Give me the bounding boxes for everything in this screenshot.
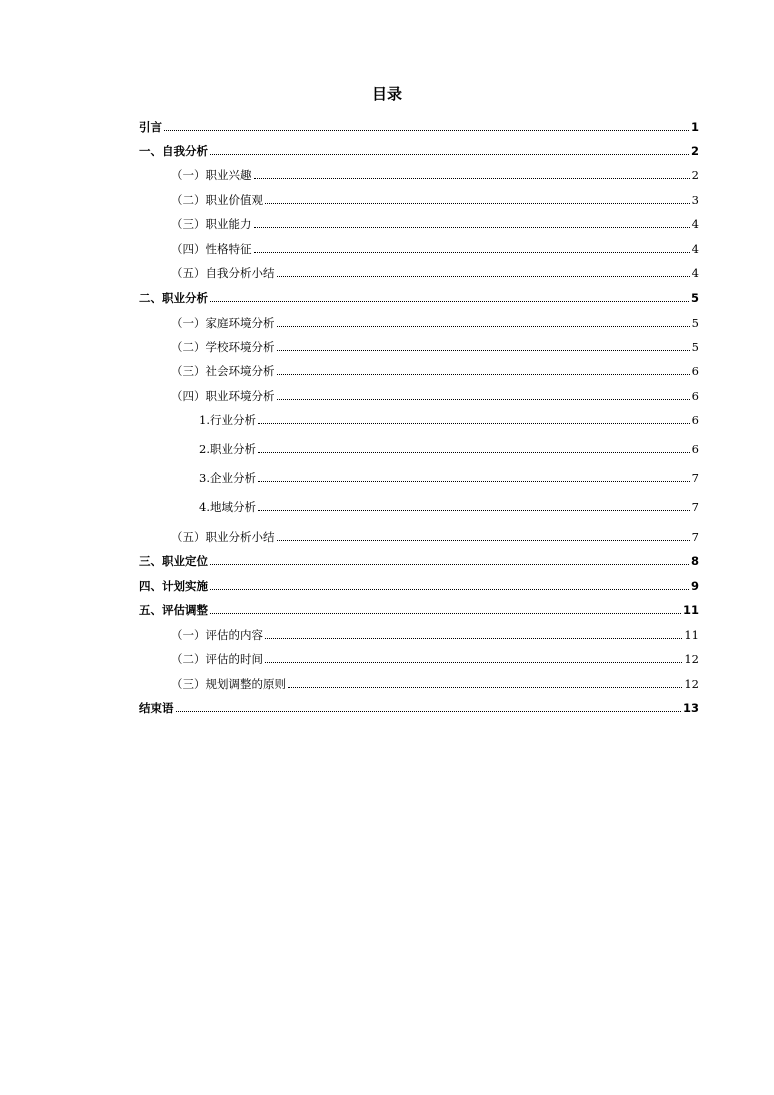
- toc-entry-page: 5: [690, 291, 699, 305]
- toc-entry-label: 引言: [139, 120, 162, 134]
- toc-entry-label: 三、职业定位: [139, 554, 208, 568]
- toc-entry[interactable]: [199, 439, 699, 457]
- toc-entry[interactable]: [139, 600, 699, 618]
- toc-entry-label: 结束语: [139, 701, 174, 715]
- toc-entry-label: （二）评估的时间: [171, 652, 263, 666]
- toc-entry-page: 1: [690, 120, 699, 134]
- dot-leader: [265, 638, 682, 639]
- toc-entry-label: 二、职业分析: [139, 291, 208, 305]
- toc-entry[interactable]: [139, 141, 699, 159]
- toc-entry[interactable]: [171, 674, 699, 692]
- toc-entry-page: 11: [684, 628, 699, 642]
- toc-entry[interactable]: [139, 288, 699, 306]
- dot-leader: [210, 301, 689, 302]
- toc-entry-page: 4: [691, 242, 699, 256]
- toc-entry-label: （二）职业价值观: [171, 193, 263, 207]
- toc-entry[interactable]: [199, 410, 699, 428]
- toc-entry[interactable]: [171, 313, 699, 331]
- page-title: 目录: [371, 85, 402, 103]
- toc-entry[interactable]: [171, 190, 699, 208]
- toc-entry-page: 6: [691, 364, 699, 378]
- dot-leader: [277, 374, 690, 375]
- toc-entry-label: 五、评估调整: [139, 603, 208, 617]
- toc-entry-label: （三）规划调整的原则: [171, 677, 286, 691]
- toc-entry[interactable]: [139, 551, 699, 569]
- dot-leader: [258, 510, 690, 511]
- toc-entry-label: 2.职业分析: [199, 442, 256, 456]
- toc-entry-page: 5: [691, 316, 699, 330]
- toc-entry-label: （二）学校环境分析: [171, 340, 275, 354]
- toc-entry-label: 4.地域分析: [199, 500, 256, 514]
- toc-entry-page: 6: [691, 442, 699, 456]
- toc-entry[interactable]: [199, 497, 699, 515]
- toc-entry-page: 13: [682, 701, 699, 715]
- dot-leader: [254, 178, 690, 179]
- toc-entry-label: （四）性格特征: [171, 242, 252, 256]
- dot-leader: [258, 452, 690, 453]
- dot-leader: [210, 589, 689, 590]
- toc-entry-label: 3.企业分析: [199, 471, 256, 485]
- toc-entry[interactable]: [171, 361, 699, 379]
- toc-entry[interactable]: [171, 625, 699, 643]
- toc-entry-page: 2: [690, 144, 699, 158]
- toc-entry-label: 四、计划实施: [139, 579, 208, 593]
- toc-entry-label: （四）职业环境分析: [171, 389, 275, 403]
- toc-entry-page: 8: [690, 554, 699, 568]
- toc-entry-page: 7: [691, 500, 699, 514]
- toc-entry[interactable]: [171, 214, 699, 232]
- dot-leader: [164, 130, 689, 131]
- toc-entry-label: 1.行业分析: [199, 413, 256, 427]
- toc-entry-page: 4: [691, 266, 699, 280]
- dot-leader: [176, 711, 681, 712]
- dot-leader: [210, 613, 681, 614]
- toc-entry[interactable]: [171, 165, 699, 183]
- toc-entry-label: （三）职业能力: [171, 217, 252, 231]
- dot-leader: [254, 227, 690, 228]
- dot-leader: [277, 326, 690, 327]
- toc-entry-label: 一、自我分析: [139, 144, 208, 158]
- toc-entry-label: （三）社会环境分析: [171, 364, 275, 378]
- dot-leader: [254, 252, 690, 253]
- dot-leader: [265, 203, 690, 204]
- toc-entry[interactable]: [171, 649, 699, 667]
- dot-leader: [258, 481, 690, 482]
- toc-entry-page: 7: [691, 471, 699, 485]
- toc-entry-label: （一）家庭环境分析: [171, 316, 275, 330]
- toc-entry[interactable]: [171, 337, 699, 355]
- toc-entry[interactable]: [171, 239, 699, 257]
- toc-entry-page: 11: [682, 603, 699, 617]
- toc-entry-page: 3: [691, 193, 699, 207]
- toc-entry-page: 6: [691, 413, 699, 427]
- toc-entry-page: 4: [691, 217, 699, 231]
- dot-leader: [265, 662, 682, 663]
- dot-leader: [210, 564, 689, 565]
- toc-entry-label: （一）职业兴趣: [171, 168, 252, 182]
- dot-leader: [277, 540, 690, 541]
- toc-entry-page: 2: [691, 168, 699, 182]
- toc-entry[interactable]: [171, 263, 699, 281]
- toc-entry[interactable]: [139, 698, 699, 716]
- toc-entry-label: （五）自我分析小结: [171, 266, 275, 280]
- dot-leader: [258, 423, 690, 424]
- dot-leader: [210, 154, 689, 155]
- toc-entry[interactable]: [171, 527, 699, 545]
- toc-entry-page: 7: [691, 530, 699, 544]
- toc-entry[interactable]: [171, 386, 699, 404]
- toc-entry-label: （一）评估的内容: [171, 628, 263, 642]
- toc-entry[interactable]: [199, 468, 699, 486]
- toc-entry-page: 6: [691, 389, 699, 403]
- dot-leader: [288, 687, 682, 688]
- toc-entry-page: 5: [691, 340, 699, 354]
- toc-entry-label: （五）职业分析小结: [171, 530, 275, 544]
- toc-entry-page: 12: [684, 652, 699, 666]
- toc-entry[interactable]: [139, 117, 699, 135]
- toc-entry-page: 9: [690, 579, 699, 593]
- dot-leader: [277, 399, 690, 400]
- dot-leader: [277, 276, 690, 277]
- toc-entry[interactable]: [139, 576, 699, 594]
- dot-leader: [277, 350, 690, 351]
- toc-entry-page: 12: [684, 677, 699, 691]
